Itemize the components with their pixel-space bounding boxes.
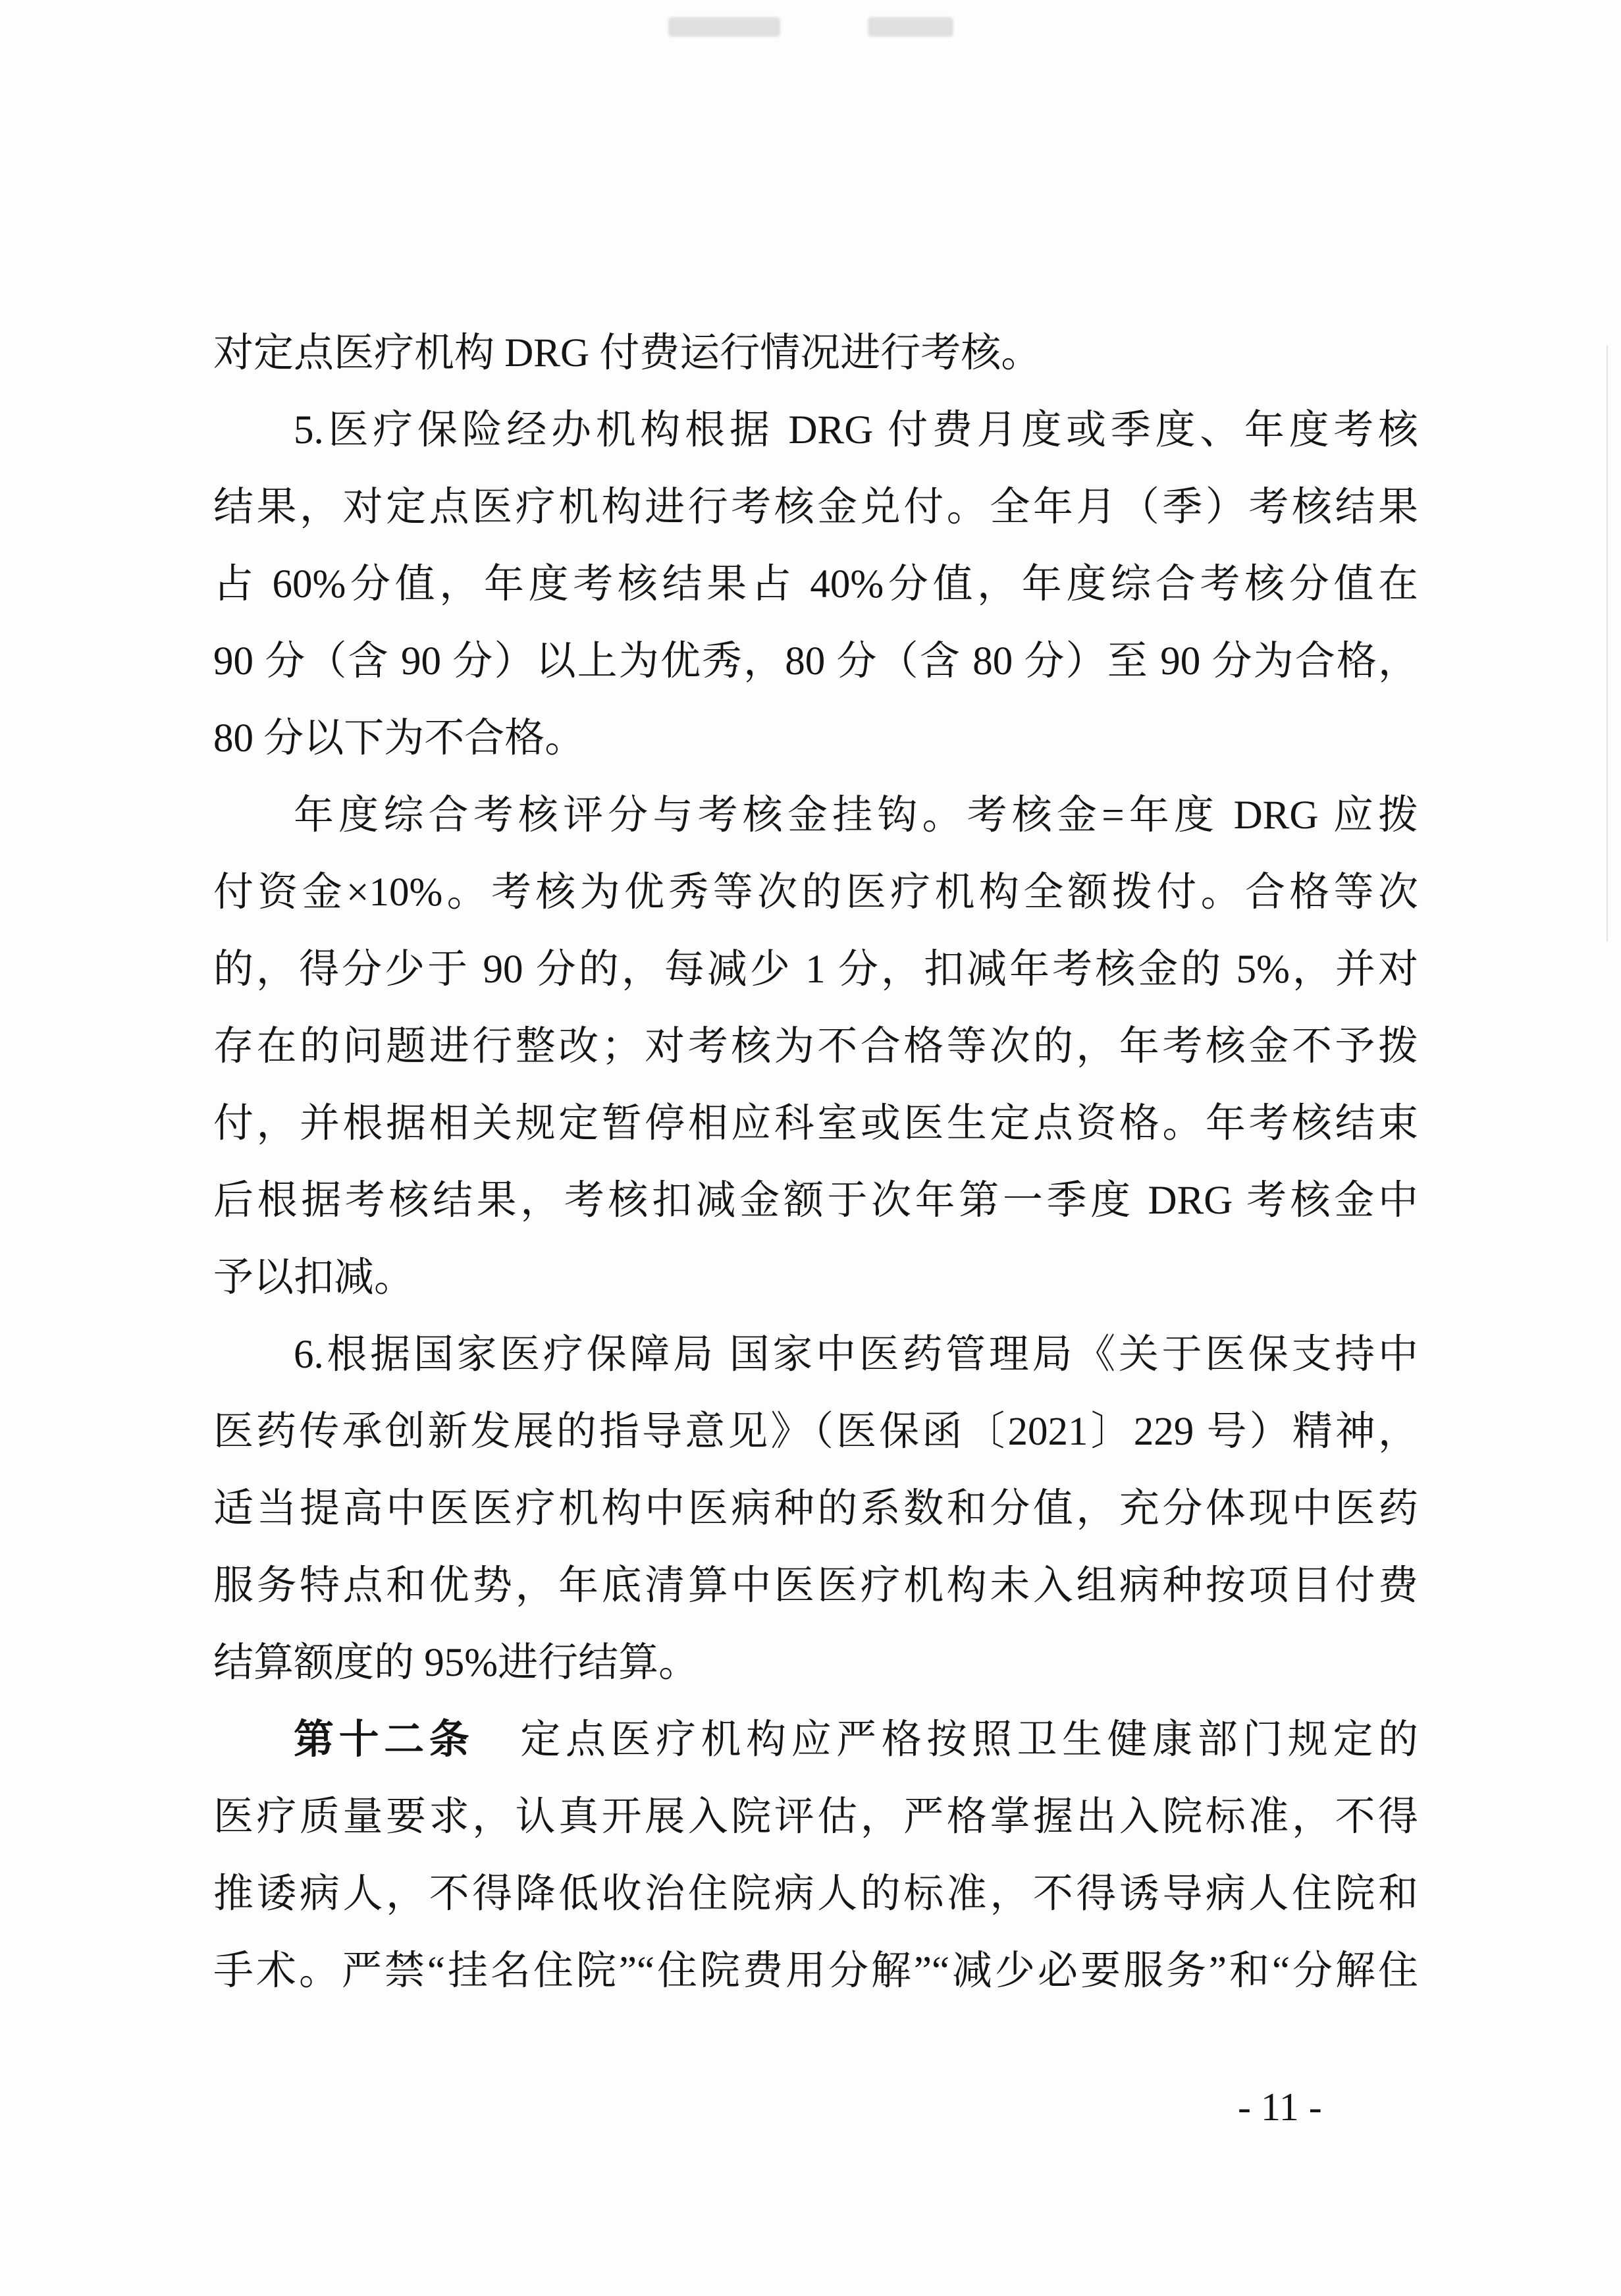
scan-artifact bbox=[868, 17, 953, 37]
page-number: - 11 - bbox=[1238, 2085, 1322, 2129]
text-line: 占 60%分值，年度考核结果占 40%分值，年度综合考核分值在 bbox=[213, 562, 1418, 606]
text-line: 付资金×10%。考核为优秀等次的医疗机构全额拨付。合格等次 bbox=[213, 870, 1418, 915]
text-line: 的，得分少于 90 分的，每减少 1 分，扣减年考核金的 5%，并对 bbox=[213, 948, 1418, 992]
text-line: 80 分以下为不合格。 bbox=[213, 716, 585, 761]
article-text: 定点医疗机构应严格按照卫生健康部门规定的 bbox=[520, 1718, 1418, 1762]
text-line: 手术。严禁“挂名住院”“住院费用分解”“减少必要服务”和“分解住 bbox=[213, 1949, 1418, 1993]
text-line: 90 分（含 90 分）以上为优秀，80 分（含 80 分）至 90 分为合格， bbox=[213, 639, 1418, 683]
text-line: 结算额度的 95%进行结算。 bbox=[213, 1641, 699, 1685]
text-line: 存在的问题进行整改；对考核为不合格等次的，年考核金不予拨 bbox=[213, 1025, 1418, 1069]
text-line: 推诿病人，不得降低收治住院病人的标准，不得诱导病人住院和 bbox=[213, 1872, 1418, 1916]
text-line: 医疗质量要求，认真开展入院评估，严格掌握出入院标准，不得 bbox=[213, 1795, 1418, 1839]
body-text bbox=[213, 315, 1418, 2010]
text-line: 年度综合考核评分与考核金挂钩。考核金=年度 DRG 应拨 bbox=[294, 793, 1418, 838]
article-12-first-line bbox=[213, 1701, 1418, 1778]
article-heading: 第十二条 bbox=[294, 1718, 475, 1762]
text-line: 付，并根据相关规定暂停相应科室或医生定点资格。年考核结束 bbox=[213, 1102, 1418, 1146]
text-line: 医药传承创新发展的指导意见》（医保函〔2021〕229 号）精神， bbox=[213, 1410, 1418, 1454]
scan-edge-line bbox=[1607, 346, 1608, 942]
text-line: 予以扣减。 bbox=[213, 1256, 415, 1300]
text-line: 服务特点和优势，年底清算中医医疗机构未入组病种按项目付费 bbox=[213, 1564, 1418, 1608]
text-line: 后根据考核结果，考核扣减金额于次年第一季度 DRG 考核金中 bbox=[213, 1179, 1418, 1223]
scan-artifact bbox=[668, 17, 780, 37]
text-line: 对定点医疗机构 DRG 付费运行情况进行考核。 bbox=[213, 331, 1042, 375]
text-line: 适当提高中医医疗机构中医病种的系数和分值，充分体现中医药 bbox=[213, 1487, 1418, 1531]
text-line: 6.根据国家医疗保障局 国家中医药管理局《关于医保支持中 bbox=[294, 1333, 1418, 1377]
text-line: 5.医疗保险经办机构根据 DRG 付费月度或季度、年度考核 bbox=[294, 408, 1418, 452]
text-line: 结果，对定点医疗机构进行考核金兑付。全年月（季）考核结果 bbox=[213, 485, 1418, 529]
